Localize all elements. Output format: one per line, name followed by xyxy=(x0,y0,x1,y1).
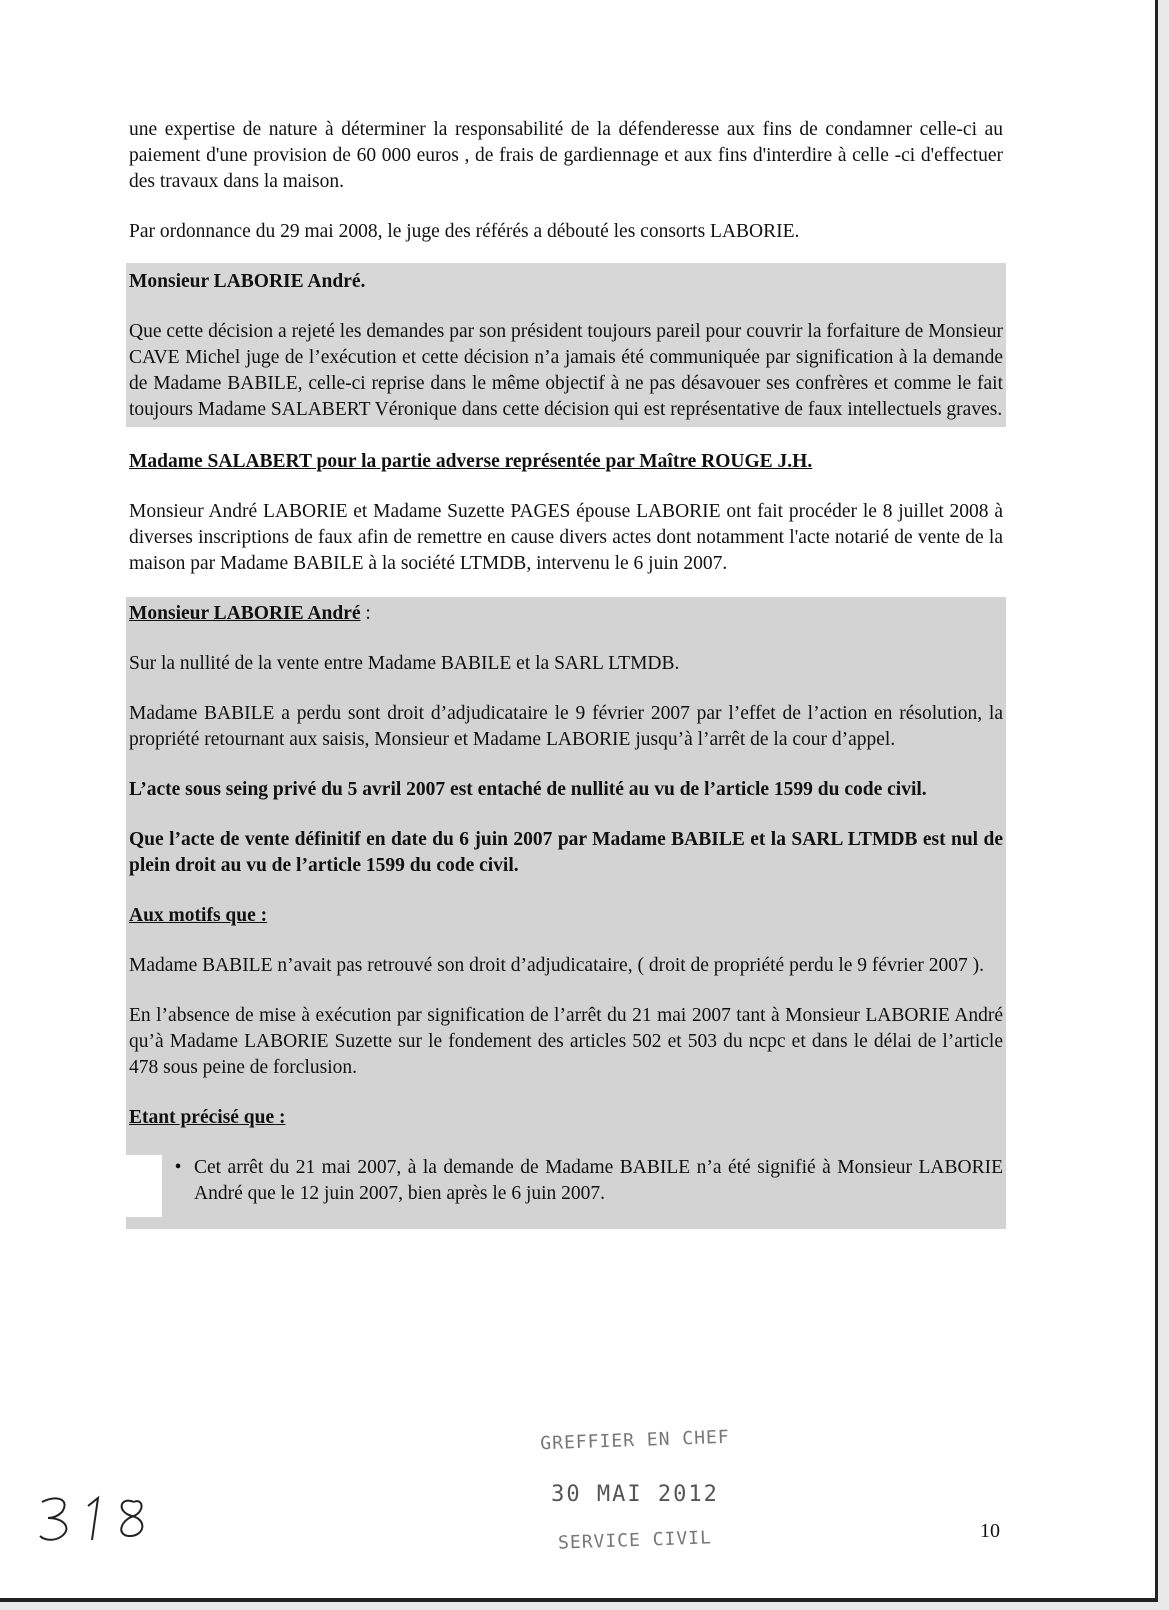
paragraph-droit-perdu: Madame BABILE a perdu sont droit d’adjudicataire le 9 février 2007 par l’effet de l’action en résolution, la propriété retournant aux saisis, Monsieur et Madame LABORIE jusqu’à l’arrêt de la cour d’appel. xyxy=(129,703,1003,750)
paragraph-signification: En l’absence de mise à exécution par signification de l’arrêt du 21 mai 2007 tant à Monsieur LABORIE André qu’à Madame LABORIE Suzette sur le fondement des articles 502 et 503 du ncpc et dans le délai de l’article 478 sous peine de forclusion. xyxy=(129,1005,1003,1078)
stamp-service: SERVICE CIVIL xyxy=(557,1527,713,1554)
heading-colon: : xyxy=(360,603,371,624)
paragraph-expertise: une expertise de nature à déterminer la responsabilité de la défenderesse aux fins de condamner celle-ci au paiement d'une provision de 60 000 euros , de frais de gardiennage et aux fins d'interdire à celle -ci d'effectuer des travaux dans la maison. xyxy=(129,119,1003,192)
motifs-heading: Aux motifs que : xyxy=(129,905,268,926)
bullet-icon: • xyxy=(174,1157,182,1178)
precise-heading: Etant précisé que : xyxy=(129,1107,286,1128)
section-salabert xyxy=(129,449,1003,577)
section-text: Monsieur André LABORIE et Madame Suzette PAGES épouse LABORIE ont fait procéder le 8 juillet 2008 à diverses inscriptions de faux afin de remettre en cause divers actes dont notamment l'acte notarié de vente de la maison par Madame BABILE à la société LTMDB, intervenu le 6 juin 2007. xyxy=(129,501,1003,574)
bullet-text: Cet arrêt du 21 mai 2007, à la demande de Madame BABILE n’a été signifié à Monsieur LABORIE André que le 12 juin 2007, bien après le 6 juin 2007. xyxy=(194,1157,1003,1204)
paragraph-nullite: Sur la nullité de la vente entre Madame BABILE et la SARL LTMDB. xyxy=(129,653,680,674)
document-body xyxy=(129,117,1003,1229)
bullet-item xyxy=(129,1155,1003,1217)
section-heading: Madame SALABERT pour la partie adverse représentée par Maître ROUGE J.H. xyxy=(129,451,813,472)
paragraph-acte-seing-prive: L’acte sous seing privé du 5 avril 2007 est entaché de nullité au vu de l’article 1599 du code civil. xyxy=(129,779,927,800)
section-heading: Monsieur LABORIE André. xyxy=(129,271,366,292)
section-laborie-1 xyxy=(126,263,1006,427)
stamp-greffier: GREFFIER EN CHEF xyxy=(539,1426,730,1455)
stamp-date: 30 MAI 2012 xyxy=(551,1482,719,1507)
paragraph-ordonnance: Par ordonnance du 29 mai 2008, le juge des référés a débouté les consorts LABORIE. xyxy=(129,221,800,242)
section-heading-line xyxy=(129,601,1003,627)
section-laborie-2 xyxy=(126,597,1006,1229)
section-heading: Monsieur LABORIE André xyxy=(129,603,361,624)
section-text: Que cette décision a rejeté les demandes par son président toujours pareil pour couvrir la forfaiture de Monsieur CAVE Michel juge de l’exécution et cette décision n’a jamais été communiquée par signification à la demande de Madame BABILE, celle-ci reprise dans le même objectif à ne pas désavouer ses confrères et comme le fait toujours Madame SALABERT Véronique dans cette décision qui est représentative de faux intellectuels graves. xyxy=(129,321,1003,420)
handwritten-number-icon xyxy=(36,1492,176,1549)
paragraph-droit-adjudicataire: Madame BABILE n’avait pas retrouvé son droit d’adjudicataire, ( droit de propriété perdu le 9 février 2007 ). xyxy=(129,955,984,976)
bullet-margin xyxy=(126,1155,162,1217)
paragraph-acte-vente: Que l’acte de vente définitif en date du 6 juin 2007 par Madame BABILE et la SARL LTMDB est nul de plein droit au vu de l’article 1599 du code civil. xyxy=(129,829,1003,876)
page-number: 10 xyxy=(980,1520,1000,1542)
